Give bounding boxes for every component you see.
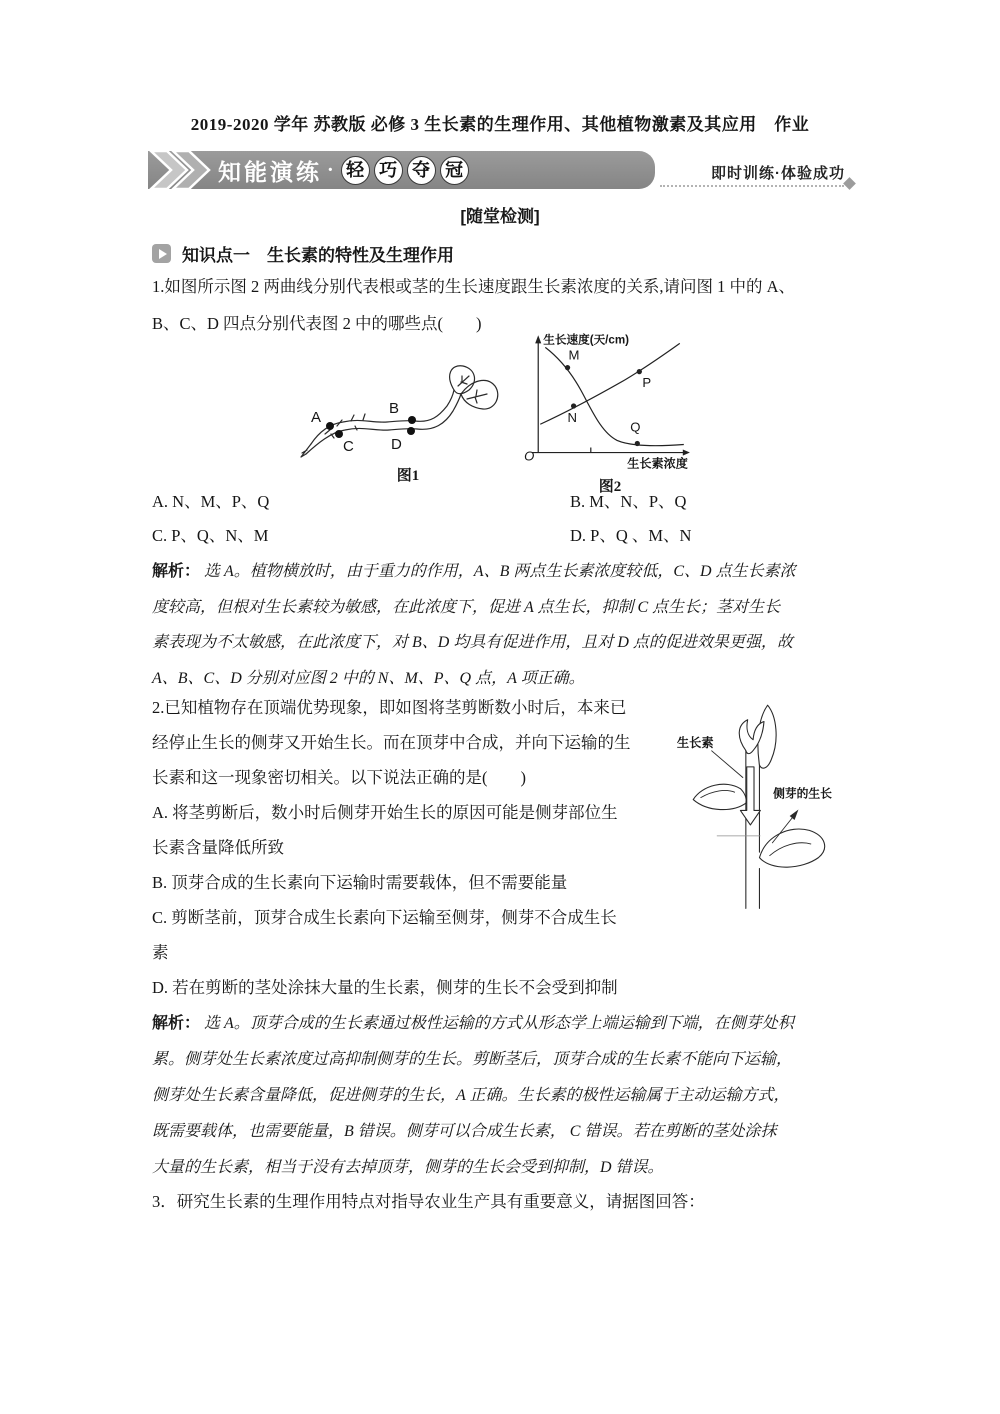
analysis-line: 既需要载体，也需要能量，B 错误。侧芽可以合成生长素， C 错误。若在剪断的茎处涂抹 [152,1123,777,1140]
leaf-lateral-bud [759,829,824,867]
analysis-label: 解析： [152,1015,201,1032]
banner-circle-char: 夺 [407,156,436,185]
analysis-line [152,554,852,590]
question-line: 经停止生长的侧芽又开始生长。而在顶芽中合成，并向下运输的生 [152,733,631,752]
figure-1-caption: 图1 [396,468,420,484]
auxin-pointer-line [711,751,743,778]
curve-descending [545,347,684,445]
question-1-text [152,268,852,342]
lateral-bud-label: 侧芽的生长 [773,787,832,801]
point-N-dot [571,403,576,408]
option-c: C. 剪断茎前，顶芽合成生长素向下运输至侧芽，侧芽不合成生长 [152,908,617,927]
question-2-option-d: D. 若在剪断的茎处涂抹大量的生长素，侧芽的生长不会受到抑制 [152,978,618,997]
point-M-label: M [568,347,580,363]
point-C-label: C [343,438,354,455]
analysis-line: A、B、C、D 分别对应图 2 中的 N、M、P、Q 点，A 项正确。 [152,669,585,687]
figure-apical-dominance [666,690,852,970]
banner-separator-dot: · [327,158,334,181]
analysis-line: 侧芽处生长素含量降低，促进侧芽的生长，A 正确。生长素的极性运输属于主动运输方式， [152,1087,790,1104]
auxin-graph [518,331,700,473]
option-a: A. 将茎剪断后，数小时后侧芽开始生长的原因可能是侧芽部位生 [152,803,618,822]
lateral-growth-arrowhead [790,810,799,820]
analysis-line: 素表现为不太敏感，在此浓度下，对 B、D 均具有促进作用，且对 D 点的促进效果更强，故 [152,634,793,651]
question-line: 1.如图所示图 2 两曲线分别代表根或茎的生长速度跟生长素浓度的关系,请问图 1 中的 A、 [152,277,796,296]
point-P-dot [637,369,642,374]
question-2-analysis [152,1006,852,1186]
point-A-label: A [311,409,322,426]
option-b: B. M、N、P、Q [570,492,687,511]
banner-circle-char: 巧 [374,156,403,185]
curve-ascending [540,343,680,424]
option-d: D. P、Q 、M、N [570,526,692,545]
question-3-text: 3．研究生长素的生理作用特点对指导农业生产具有重要意义，请据图回答： [152,1192,705,1211]
question-1-options [152,489,852,548]
point-D-dot [407,427,415,435]
page-title: 2019-2020 学年 苏教版 必修 3 生长素的生理作用、其他植物激素及其应用 作业 [190,115,810,134]
figure-1-seedling [296,362,520,485]
y-axis-arrow [535,335,541,343]
point-M-dot [565,365,570,370]
question-line: 2.已知植物存在顶端优势现象，即如图将茎剪断数小时后，本来已 [152,698,627,717]
section-badge: [随堂检测] [460,207,540,226]
analysis-text: 选 A。植物横放时，由于重力的作用，A、B 两点生长素浓度较低，C、D 点生长素浓 [204,563,796,580]
dotted-divider [660,185,844,187]
option-a: A. N、M、P、Q [152,492,270,511]
point-N-label: N [567,410,578,426]
chevron-right-icon [149,147,217,193]
leaf-right-vein [467,390,487,403]
analysis-line: 度较高，但根对生长素较为敏感，在此浓度下，促进 A 点生长，抑制 C 点生长；茎对生长 [152,598,781,616]
y-axis-label: 生长速度(天/cm) [543,333,630,347]
banner-right-slogan: 即时训练·体验成功 [711,165,845,182]
play-icon [152,244,171,263]
figure-2-graph [518,331,702,496]
banner-left-title: 知能演练 [218,158,322,185]
option-c: C. P、Q、N、M [152,526,269,545]
point-B-label: B [389,400,400,417]
point-Q-dot [635,441,640,446]
banner-circle-char: 冠 [440,156,469,185]
knowledge-point-title: 知识点一 生长素的特性及生理作用 [182,246,454,265]
banner-bar [148,151,655,189]
apical-dominance-drawing [666,690,852,920]
question-line: B、C、D 四点分别代表图 2 中的哪些点( ) [152,314,482,333]
question-line: 长素和这一现象密切相关。以下说法正确的是( ) [152,768,526,787]
question-1-analysis [152,554,852,696]
knowledge-point-heading [152,241,454,266]
x-axis-label: 生长素浓度 [627,456,688,471]
point-C-dot [335,430,343,438]
analysis-label: 解析： [152,563,201,580]
seedling-drawing [296,362,518,462]
option-c-continued: 素 [152,943,169,962]
point-A-dot [326,422,334,430]
analysis-text: 选 A。顶芽合成的生长素通过极性运输的方式从形态学上端运输到下端，在侧芽处积 [204,1015,794,1032]
question-2 [152,690,852,970]
x-axis-arrow [683,450,690,456]
option-b: B. 顶芽合成的生长素向下运输时需要载体，但不需要能量 [152,873,568,892]
banner-circle-char: 轻 [341,156,370,185]
point-Q-label: Q [630,419,641,435]
question-2-text [152,690,664,970]
diamond-icon [843,177,856,190]
figure-2-caption: 图2 [598,479,622,495]
leaf-right [461,380,498,409]
analysis-line [152,1006,852,1042]
auxin-label: 生长素 [676,735,714,750]
analysis-line: 大量的生长素，相当于没有去掉顶芽，侧芽的生长会受到抑制，D 错误。 [152,1159,664,1176]
analysis-line: 累。侧芽处生长素浓度过高抑制侧芽的生长。剪断茎后，顶芽合成的生长素不能向下运输， [152,1051,793,1068]
origin-label: O [524,448,535,464]
point-D-label: D [391,436,402,453]
point-B-dot [408,416,416,424]
point-P-label: P [642,374,652,390]
option-a-continued: 长素含量降低所致 [152,838,284,857]
leaf-left-vein [458,376,469,386]
